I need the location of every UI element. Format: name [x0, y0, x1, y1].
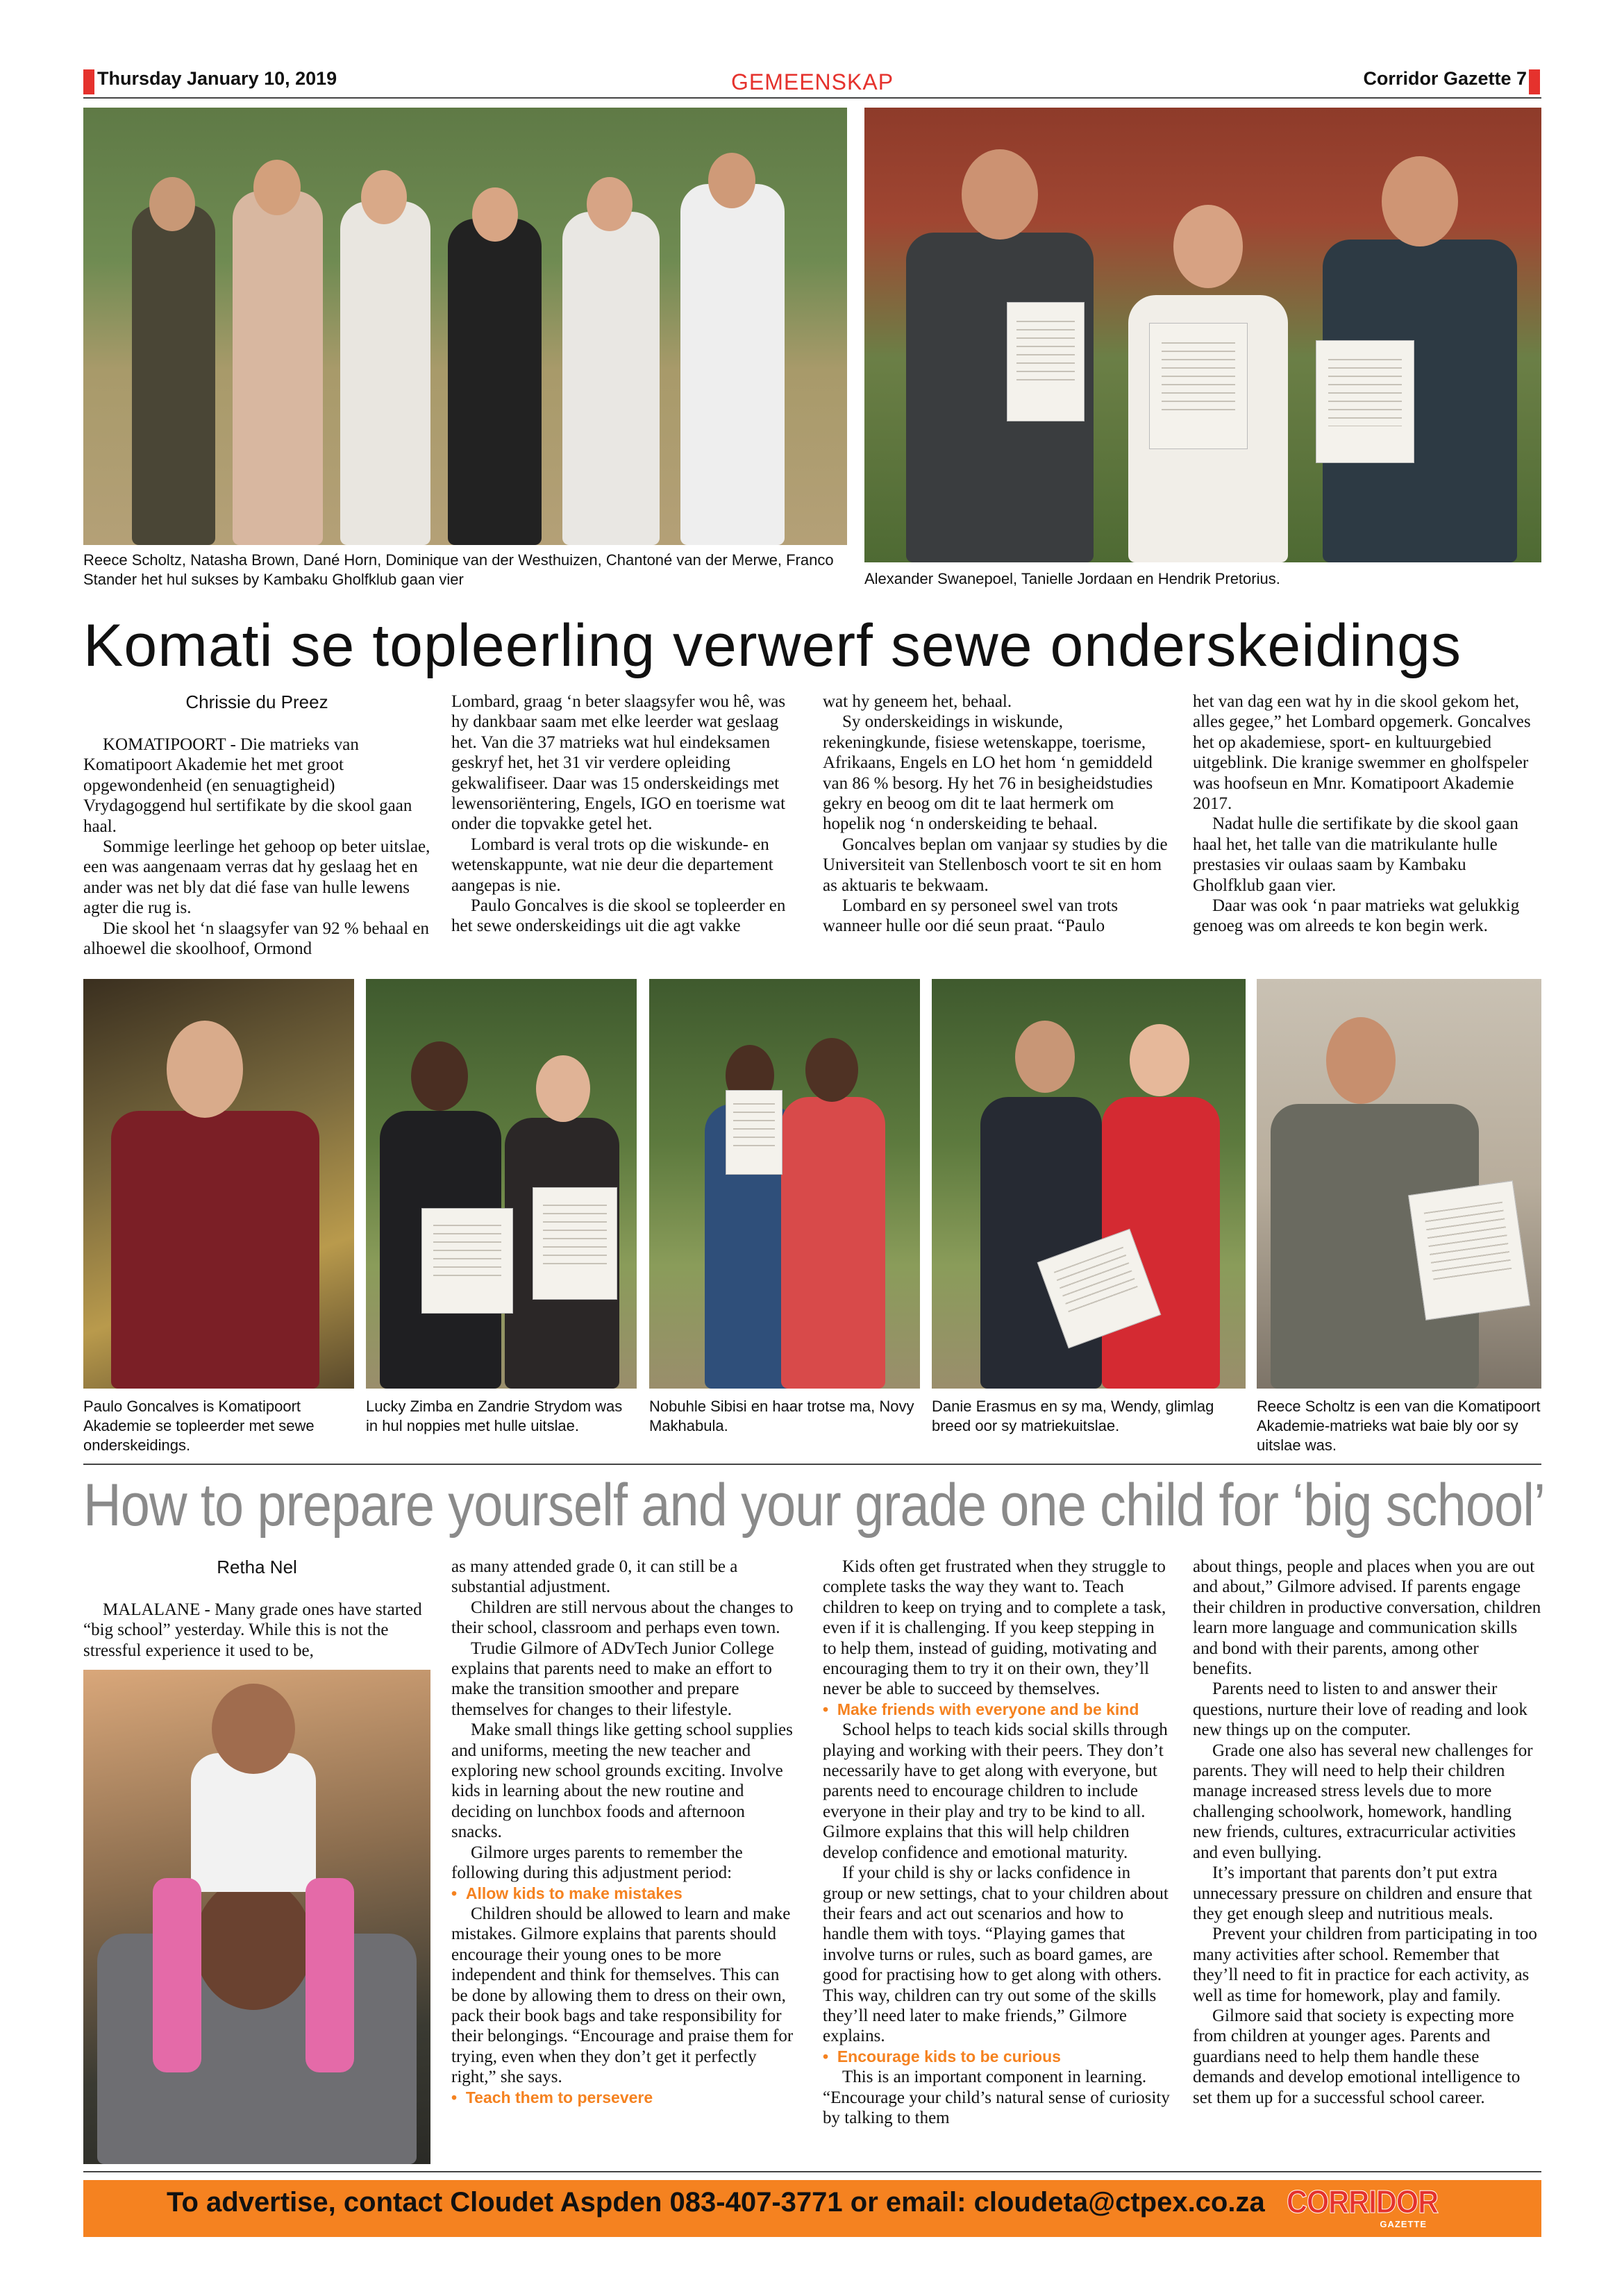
photo-father-with-child-on-shoulders	[83, 1670, 430, 2164]
article1-column-3	[823, 692, 1170, 937]
paragraph: Sommige leerlinge het gehoop op beter uitslae, een was aangenaam verras dat hy geslaag het en ander was net bly dat dié fase van hulle lewens agter die rug is.	[83, 837, 430, 918]
paragraph: Daar was ook ‘n paar matrieks wat gelukkig genoeg was om alreeds te kon begin werk.	[1193, 896, 1520, 936]
paragraph: Children should be allowed to learn and make mistakes. Gilmore explains that parents should encourage their young ones to be more independent and think for themselves. This can be done by allowing them to dress on their own, pack their book bags and take responsibility for their belongings. “Encourage and praise them for trying, even when they don’t get it perfectly right,” she says.	[451, 1904, 794, 2087]
caption-three-matrics: Alexander Swanepoel, Tanielle Jordaan en Hendrik Pretorius.	[864, 570, 1280, 587]
paragraph: MALALANE - Many grade ones have started “big school” yesterday. While this is not the stressful experience it used to be,	[83, 1600, 422, 1660]
paragraph: School helps to teach kids social skills through playing and working with their peers. They don’t necessarily have to get along with everyone, but parents need to encourage children to include everyone in their play and try to be kind to all. Gilmore explains that this will help children develop confidence and emotional maturity.	[823, 1720, 1168, 1862]
paragraph: It’s important that parents don’t put extra unnecessary pressure on children and ensure that they get enough sleep and nutritious meals.	[1193, 1863, 1532, 1923]
paragraph: Lombard, graag ‘n beter slaagsyfer wou hê, was hy dankbaar saam met elke leerder wat geslaag het. Van die 37 matrieks wat hul eindeksamen geskryf het, het 31 vir verdere opleiding gekwalifiseer. Daar was 15 onderskeidings met lewensoriëntering, Engels, IGO en toerisme wat onder die topvakke getel het.	[451, 692, 786, 834]
paragraph: Lombard en sy personeel swel van trots wanneer hulle oor dié seun praat. “Paulo	[823, 896, 1119, 936]
article1-column-4	[1193, 692, 1541, 937]
paragraph: wat hy geneem het, behaal.	[823, 692, 1012, 711]
caption-golf-club-group: Reece Scholtz, Natasha Brown, Dané Horn, Dominique van der Westhuizen, Chantoné van der Merwe, Franco Stander het hul sukses by Kambaku Gholfklub gaan vier	[83, 551, 834, 588]
paragraph: Make small things like getting school supplies and uniforms, meeting the new teacher and exploring new school grounds exciting. Involve kids in learning about the new routine and deciding on lunchbox foods and afternoon snacks.	[451, 1720, 793, 1842]
photo-nobuhle-sibisi	[649, 979, 920, 1389]
caption-lucky-zimba-zandrie-strydom: Lucky Zimba en Zandrie Strydom was in hul noppies met hulle uitslae.	[366, 1398, 623, 1434]
corridor-gazette-logo	[1281, 2181, 1455, 2236]
paragraph: Gilmore said that society is expecting more from children at younger ages. Parents and guardians need to help them handle these demands and develop emotional intelligence to set them up for a successful school career.	[1193, 2006, 1521, 2107]
paragraph: about things, people and places when you are out and about,” Gilmore advised. If parents engage their children in productive conversation, children learn more language and communication skills and bond with their parents, among other benefits.	[1193, 1557, 1541, 1679]
paragraph: KOMATIPOORT - Die matrieks van Komatipoort Akademie het met groot opgewondenheid (en senuagtigheid) Vrydagoggend hul sertifikate by die skool gaan haal.	[83, 735, 412, 836]
article2-byline: Retha Nel	[217, 1557, 297, 1577]
photo-three-matrics-certificates	[864, 108, 1541, 562]
section-title: GEMEENSKAP	[730, 69, 894, 94]
article1-headline: Komati se topleerling verwerf sewe onderskeidings	[83, 612, 1462, 679]
subheading: • Teach them to persevere	[451, 2088, 798, 2108]
subheading: • Make friends with everyone and be kind	[823, 1700, 1170, 1720]
subheading: • Encourage kids to be curious	[823, 2047, 1170, 2067]
photo-lucky-zimba-zandrie-strydom	[366, 979, 637, 1389]
photo-danie-erasmus-and-mother	[932, 979, 1246, 1389]
header-right-bar	[1529, 69, 1540, 94]
logo-wordmark: CORRIDOR	[1287, 2184, 1439, 2220]
paragraph: If your child is shy or lacks confidence in group or new settings, chat to your children about their fears and act out scenarios and how to handle them with toys. “Playing games that involve turns or rules, such as board games, are good for practising how to get along with others. This way, children can try out some of the skills they’ll need later to make friends,” Gilmore explains.	[823, 1863, 1169, 2046]
paragraph: Die skool het ‘n slaagsyfer van 92 % behaal en alhoewel die skoolhoof, Ormond	[83, 919, 429, 959]
subheading: • Allow kids to make mistakes	[451, 1884, 798, 1904]
header-date: Thursday January 10, 2019	[97, 68, 337, 89]
paragraph: Trudie Gilmore of ADvTech Junior College explains that parents need to make an effort to make the transition smoother and prepare themselves for changes to their lifestyle.	[451, 1639, 774, 1719]
article2-column-1	[83, 1600, 430, 1661]
footer-rule	[83, 2171, 1541, 2172]
paragraph: Gilmore urges parents to remember the following during this adjustment period:	[451, 1843, 743, 1883]
section-divider	[83, 1464, 1541, 1465]
paragraph: This is an important component in learning. “Encourage your child’s natural sense of curiosity by talking to them	[823, 2068, 1170, 2127]
caption-danie-erasmus: Danie Erasmus en sy ma, Wendy, glimlag breed oor sy matriekuitslae.	[932, 1398, 1214, 1434]
paragraph: Sy onderskeidings in wiskunde, rekeningkunde, fisiese wetenskappe, toerisme, Afrikaans, Engels en LO het hom ‘n gemiddeld van 86 % besorg. Hy het 76 in besigheidstudies gekry en beoog om dit te laat hermerk om hopelik nog ‘n onderskeiding te behaal.	[823, 712, 1153, 834]
caption-nobuhle-sibisi: Nobuhle Sibisi en haar trotse ma, Novy Makhabula.	[649, 1398, 914, 1434]
page-number: Corridor Gazette 7	[1363, 68, 1527, 89]
photo-golf-club-group	[83, 108, 847, 545]
logo-subtitle: GAZETTE	[1380, 2219, 1427, 2229]
photo-reece-scholtz	[1257, 979, 1541, 1389]
paragraph: Grade one also has several new challenges for parents. They will need to help their children manage increased stress levels due to more challenging schoolwork, homework, handling new friends, cultures, extracurricular activities and even bullying.	[1193, 1741, 1533, 1862]
article1-byline: Chrissie du Preez	[185, 692, 328, 712]
header-rule	[83, 97, 1541, 99]
article2-column-3	[823, 1557, 1170, 2128]
paragraph: Kids often get frustrated when they struggle to complete tasks the way they want to. Teach children to keep on trying and to complete a task, even if it is challenging. If you keep stepping in to help them, instead of guiding, motivating and encouraging them to try it on their own, they’ll never be able to succeed by themselves.	[823, 1557, 1166, 1699]
paragraph: as many attended grade 0, it can still be a substantial adjustment.	[451, 1557, 738, 1597]
paragraph: het van dag een wat hy in die skool gekom het, alles gegee,” het Lombard opgemerk. Goncalves het op akademiese, sport- en kultuurgebied uitgeblink. Die kranige swemmer en gholfspeler was hoofseun en Mnr. Komatipoort Akademie 2017.	[1193, 692, 1531, 814]
paragraph: Lombard is veral trots op die wiskunde- en wetenskappunte, wat nie deur die departement aangepas is nie.	[451, 835, 773, 895]
caption-reece-scholtz: Reece Scholtz is een van die Komatipoort Akademie-matrieks wat baie bly oor sy uitslae was.	[1257, 1398, 1541, 1454]
header-left-bar	[83, 69, 94, 94]
article1-column-2	[451, 692, 798, 937]
paragraph: Goncalves beplan om vanjaar sy studies by die Universiteit van Stellenbosch voort te sit en hom as aktuaris te bekwaam.	[823, 835, 1168, 895]
paragraph: Prevent your children from participating in too many activities after school. Remember that they’ll need to fit in practice for each activity, as well as time for homework, play and family.	[1193, 1925, 1537, 2005]
article2-headline: How to prepare yourself and your grade one child for ‘big school’	[83, 1472, 1546, 1539]
photo-paulo-goncalves	[83, 979, 354, 1389]
article2-column-4	[1193, 1557, 1541, 2108]
paragraph: Paulo Goncalves is die skool se topleerder en het sewe onderskeidings uit die agt vakke	[451, 896, 786, 936]
paragraph: Nadat hulle die sertifikate by die skool gaan haal het, het talle van die matrikulante hulle prestasies vir oulaas saam by Kambaku Gholfklub gaan vier.	[1193, 814, 1518, 895]
paragraph: Children are still nervous about the changes to their school, classroom and perhaps even town.	[451, 1598, 794, 1638]
article2-column-2	[451, 1557, 798, 2108]
article1-column-1	[83, 735, 430, 959]
advertising-contact-text: To advertise, contact Cloudet Aspden 083-407-3771 or email: cloudeta@ctpex.co.za	[167, 2187, 1265, 2218]
caption-paulo-goncalves: Paulo Goncalves is Komatipoort Akademie se topleerder met sewe onderskeidings.	[83, 1398, 315, 1454]
paragraph: Parents need to listen to and answer their questions, nurture their love of reading and look new things up on the computer.	[1193, 1679, 1527, 1740]
